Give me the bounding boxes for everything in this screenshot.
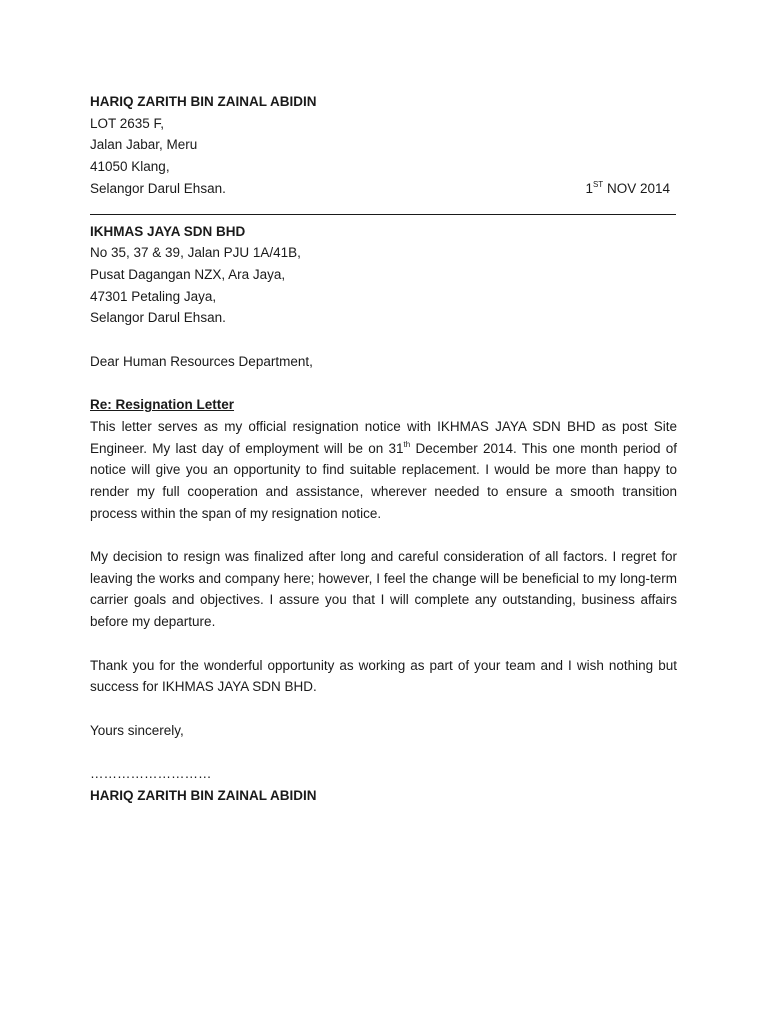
letter-page (90, 91, 677, 806)
sender-address-line-4: Selangor Darul Ehsan. (90, 180, 226, 196)
body-paragraph-3: Thank you for the wonderful opportunity as working as part of your team and I wish nothing but success for IKHMAS JAYA SDN BHD. (90, 657, 677, 695)
date-suffix: ST (592, 179, 604, 189)
recipient-address-line-4: Selangor Darul Ehsan. (90, 310, 226, 326)
sender-address-line-3: 41050 Klang, (90, 159, 170, 175)
sender-address-line-2: Jalan Jabar, Meru (90, 137, 198, 153)
body-p1-part-a: This letter serves as my official resignation notice with IKHMAS JAYA SDN BHD as post Site Engineer. My last day of employment will be on 31 (90, 418, 677, 456)
subject-line: Re: Resignation Letter (90, 397, 235, 413)
body-p1-part-b: December 2014. This one month period of notice will give you an opportunity to find suitable replacement. I would be more than happy to render my full cooperation and assistance, wherever needed to ensure a smooth transition process within the span of my resignation notice. (90, 440, 677, 521)
recipient-company: IKHMAS JAYA SDN BHD (90, 223, 246, 239)
sender-address-line-1: LOT 2635 F, (90, 115, 165, 131)
date-day: 1 (585, 180, 593, 196)
letter-date (585, 178, 670, 200)
recipient-address-line-3: 47301 Petaling Jaya, (90, 288, 217, 304)
signature-line: ……………………… (90, 766, 212, 781)
sender-name: HARIQ ZARITH BIN ZAINAL ABIDIN (90, 94, 317, 109)
closing: Yours sincerely, (90, 722, 184, 738)
signature-name: HARIQ ZARITH BIN ZAINAL ABIDIN (90, 787, 317, 803)
body-p1-sup: th (403, 439, 411, 449)
recipient-address-line-1: No 35, 37 & 39, Jalan PJU 1A/41B, (90, 245, 301, 261)
body-paragraph-1 (90, 416, 677, 525)
body-paragraph-2: My decision to resign was finalized after long and careful consideration of all factors. I regret for leaving the works and company here; however, I feel the change will be beneficial to my long-term carrier goals and objectives. I assure you that I will complete any outstanding, business affairs before my departure. (90, 549, 677, 630)
sender-address-date-row (90, 178, 670, 200)
recipient-address-line-2: Pusat Dagangan NZX, Ara Jaya, (90, 266, 286, 282)
salutation: Dear Human Resources Department, (90, 353, 313, 369)
date-rest: NOV 2014 (603, 180, 670, 196)
